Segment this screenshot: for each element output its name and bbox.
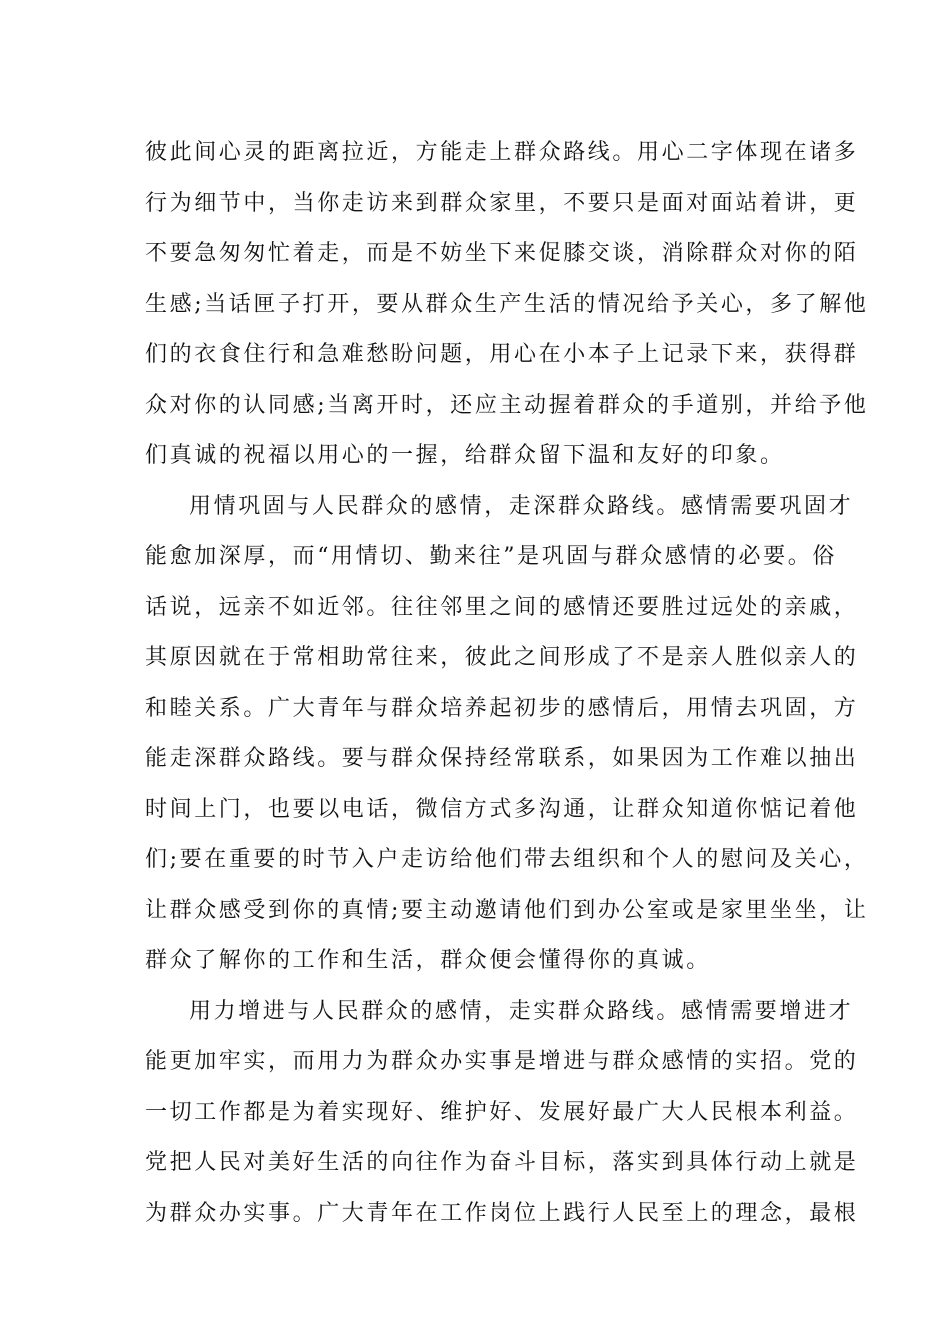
paragraph-first-line: 用力增进与人民群众的感情，走实群众路线。感情需要增进才 — [189, 998, 854, 1024]
text-line: 其原因就在于常相助常往来，彼此之间形成了不是亲人胜似亲人的 — [145, 645, 859, 670]
text-line: 群众了解你的工作和生活，群众便会懂得你的真诚。 — [145, 948, 711, 973]
text-line: 生感;当话匣子打开，要从群众生产生活的情况给予关心，多了解他 — [145, 291, 869, 317]
text-line: 时间上门，也要以电话，微信方式多沟通，让群众知道你惦记着他 — [145, 796, 859, 822]
text-line: 党把人民对美好生活的向往作为奋斗目标，落实到具体行动上就是 — [145, 1150, 859, 1175]
text-line: 行为细节中，当你走访来到群众家里，不要只是面对面站着讲，更 — [145, 190, 859, 216]
text-line: 一切工作都是为着实现好、维护好、发展好最广大人民根本利益。 — [145, 1099, 859, 1125]
text-line: 为群众办实事。广大青年在工作岗位上践行人民至上的理念，最根 — [145, 1200, 859, 1226]
body-text — [145, 128, 869, 1239]
text-line: 不要急匆匆忙着走，而是不妨坐下来促膝交谈，消除群众对你的陌 — [145, 241, 859, 266]
text-line: 们的衣食住行和急难愁盼问题，用心在小本子上记录下来，获得群 — [145, 342, 859, 367]
text-line: 能愈加深厚，而“用情切、勤来往”是巩固与群众感情的必要。俗 — [145, 544, 837, 569]
text-line: 话说，远亲不如近邻。往往邻里之间的感情还要胜过远处的亲戚， — [145, 594, 859, 620]
text-line: 彼此间心灵的距离拉近，方能走上群众路线。用心二字体现在诸多 — [145, 140, 859, 165]
text-line: 能走深群众路线。要与群众保持经常联系，如果因为工作难以抽出 — [145, 746, 859, 771]
text-line: 能更加牢实，而用力为群众办实事是增进与群众感情的实招。党的 — [145, 1049, 859, 1074]
text-line: 们真诚的祝福以用心的一握，给群众留下温和友好的印象。 — [145, 443, 785, 468]
text-line: 让群众感受到你的真情;要主动邀请他们到办公室或是家里坐坐，让 — [145, 897, 869, 923]
paragraph-first-line: 用情巩固与人民群众的感情，走深群众路线。感情需要巩固才 — [189, 493, 854, 519]
text-line: 们;要在重要的时节入户走访给他们带去组织和个人的慰问及关心， — [145, 847, 869, 872]
text-line: 众对你的认同感;当离开时，还应主动握着群众的手道别，并给予他 — [145, 392, 869, 418]
text-line: 和睦关系。广大青年与群众培养起初步的感情后，用情去巩固，方 — [145, 695, 859, 721]
